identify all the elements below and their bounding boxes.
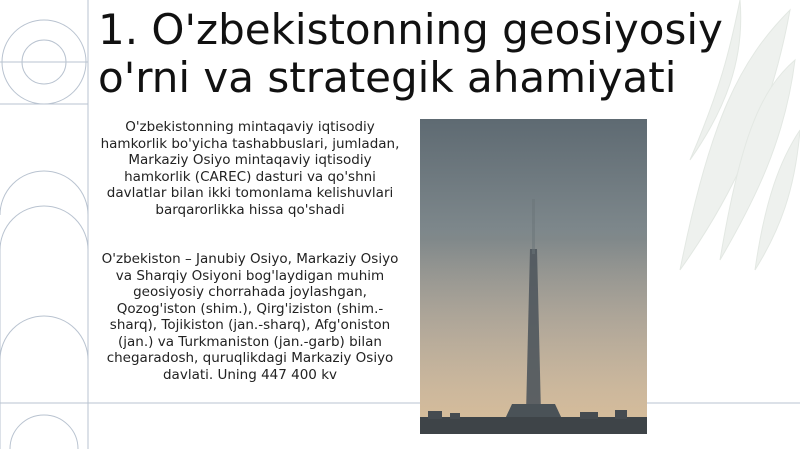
- slide-title: [98, 6, 788, 102]
- paragraph-carec: O'zbekistonning mintaqaviy iqtisodiy hamkorlik bo'yicha tashabbuslari, jumladan, Markaziy Osiyo mintaqaviy iqtisodiy hamkorlik (CAREC) dasturi va qo'shni davlatlar bilan ikki tomonlama kelishuvlari barqarorlikka hissa qo'shadi: [100, 119, 400, 218]
- tv-tower-photo: [420, 119, 647, 434]
- slide-title-line1: 1. O'zbekistonning geosiyosiy: [98, 5, 723, 54]
- tv-tower-icon: [420, 119, 647, 434]
- paragraph-geography: O'zbekiston – Janubiy Osiyo, Markaziy Osiyo va Sharqiy Osiyoni bog'laydigan muhim geosiyosiy chorrahada joylashgan, Qozog'iston (shim.), Qirg'iziston (shim.-sharq), Tojikiston (jan.-sharq), Afg'oniston (jan.) va Turkmaniston (jan.-garb) bilan chegaradosh, quruqlikdagi Markaziy Osiyo davlati. Uning 447 400 kv: [101, 251, 399, 383]
- slide-title-line2: o'rni va strategik ahamiyati: [98, 53, 677, 102]
